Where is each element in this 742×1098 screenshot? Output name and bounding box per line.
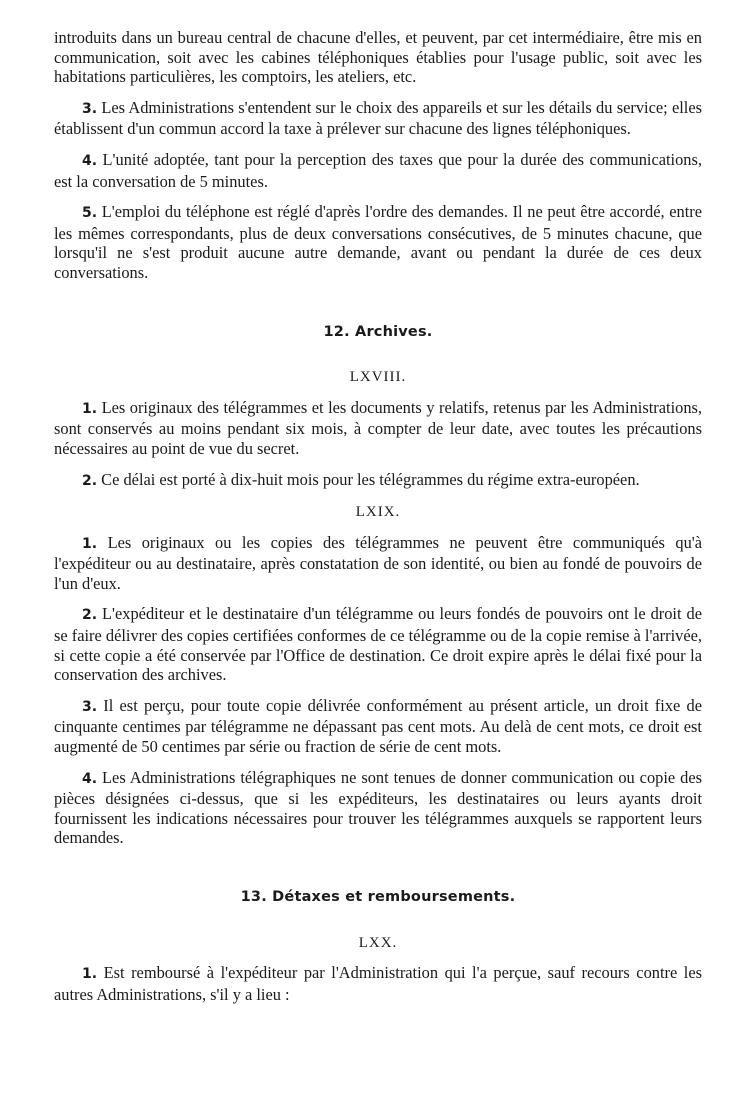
paragraph-number: 1. bbox=[82, 966, 98, 983]
article-69-paragraph-4 bbox=[54, 768, 702, 848]
paragraph-text: L'unité adoptée, tant pour la perception des taxes que pour la durée des communications, est la conversation de 5 minutes. bbox=[54, 149, 702, 191]
paragraph-text: Il est perçu, pour toute copie délivrée conformément au présent article, un droit fixe de cinquante centimes par télégramme ne dépassant pas cent mots. Au delà de cent mots, ce droit est augmenté de 50 centimes par série ou fraction de série de cent mots. bbox=[54, 695, 702, 757]
paragraph-text: Est remboursé à l'expéditeur par l'Administration qui l'a perçue, sauf recours contre les autres Administrations, s'il y a lieu : bbox=[54, 963, 702, 1004]
section-title-detaxes: 13. Détaxes et remboursements. bbox=[240, 889, 516, 905]
paragraph-text: Ce délai est porté à dix-huit mois pour les télégrammes du régime extra-européen. bbox=[101, 469, 640, 489]
paragraph-text: L'emploi du téléphone est réglé d'après l'ordre des demandes. Il ne peut être accordé, entre les mêmes correspondants, plus de deux conversations consécutives, de 5 minutes chacune, que lorsqu'il ne s'est produit aucune autre demande, avant ou pendant la durée de ces deux conversations. bbox=[54, 202, 702, 282]
paragraph-number: 3. bbox=[82, 698, 98, 715]
section-title-archives: 12. Archives. bbox=[323, 323, 433, 340]
paragraph-text: Les Administrations télégraphiques ne sont tenues de donner communication ou copie des pièces désignées ci-dessus, que si les expéditeurs, les destinataires ou leurs ayants droit fournissent les indications nécessaires pour trouver les télégrammes auxquels se rapportent leurs demandes. bbox=[54, 767, 702, 848]
paragraph-text: Les originaux des télégrammes et les documents y relatifs, retenus par les Administrations, sont conservés au moins pendant six mois, à compter de leur date, avec toutes les précautions nécessaires au point de vue du secret. bbox=[54, 397, 702, 458]
paragraph-text: Les originaux ou les copies des télégrammes ne peuvent être communiqués qu'à l'expéditeur ou au destinataire, après constatation de son identité, ou bien au fondé de pouvoirs de l'un d'eux. bbox=[54, 532, 702, 593]
article-70-paragraph-1 bbox=[54, 963, 702, 1004]
paragraph-number: 4. bbox=[82, 152, 98, 169]
paragraph-3 bbox=[54, 98, 702, 139]
paragraph-number: 1. bbox=[82, 400, 98, 417]
article-number-68: LXVIII. bbox=[349, 369, 407, 386]
article-number-69: LXIX. bbox=[355, 504, 401, 521]
document-page bbox=[54, 28, 702, 1015]
article-69-paragraph-1 bbox=[54, 533, 702, 594]
paragraph-text: introduits dans un bureau central de chacune d'elles, et peuvent, par cet intermédiaire, être mis en communication, soit avec les cabines téléphoniques établies pour l'usage public, soit avec les habitations particulières, les comptoirs, les ateliers, etc. bbox=[54, 28, 702, 87]
article-number-70: LXX. bbox=[358, 934, 398, 951]
paragraph-number: 1. bbox=[82, 535, 98, 552]
article-69-paragraph-3 bbox=[54, 696, 702, 757]
paragraph-text: Les Administrations s'entendent sur le choix des appareils et sur les détails du service; elles établissent d'un commun accord la taxe à prélever sur chacune des lignes téléphoniques. bbox=[54, 97, 702, 139]
article-68-paragraph-1 bbox=[54, 398, 702, 459]
paragraph-4 bbox=[54, 150, 702, 191]
article-68-paragraph-2 bbox=[54, 470, 702, 492]
paragraph-number: 3. bbox=[82, 100, 98, 117]
paragraph-continued bbox=[54, 28, 702, 87]
paragraph-5 bbox=[54, 202, 702, 282]
paragraph-text: L'expéditeur et le destinataire d'un télégramme ou leurs fondés de pouvoirs ont le droit de se faire délivrer des copies certifiées conformes de ce télégramme ou de la copie remise à l'arrivée, si cette copie a été conservée par l'Office de destination. Ce droit expire après le délai fixé pour la conservation des archives. bbox=[54, 604, 702, 685]
paragraph-number: 5. bbox=[82, 205, 98, 222]
paragraph-number: 2. bbox=[82, 472, 98, 489]
paragraph-number: 4. bbox=[82, 770, 98, 787]
paragraph-number: 2. bbox=[82, 607, 98, 624]
article-69-paragraph-2 bbox=[54, 604, 702, 684]
